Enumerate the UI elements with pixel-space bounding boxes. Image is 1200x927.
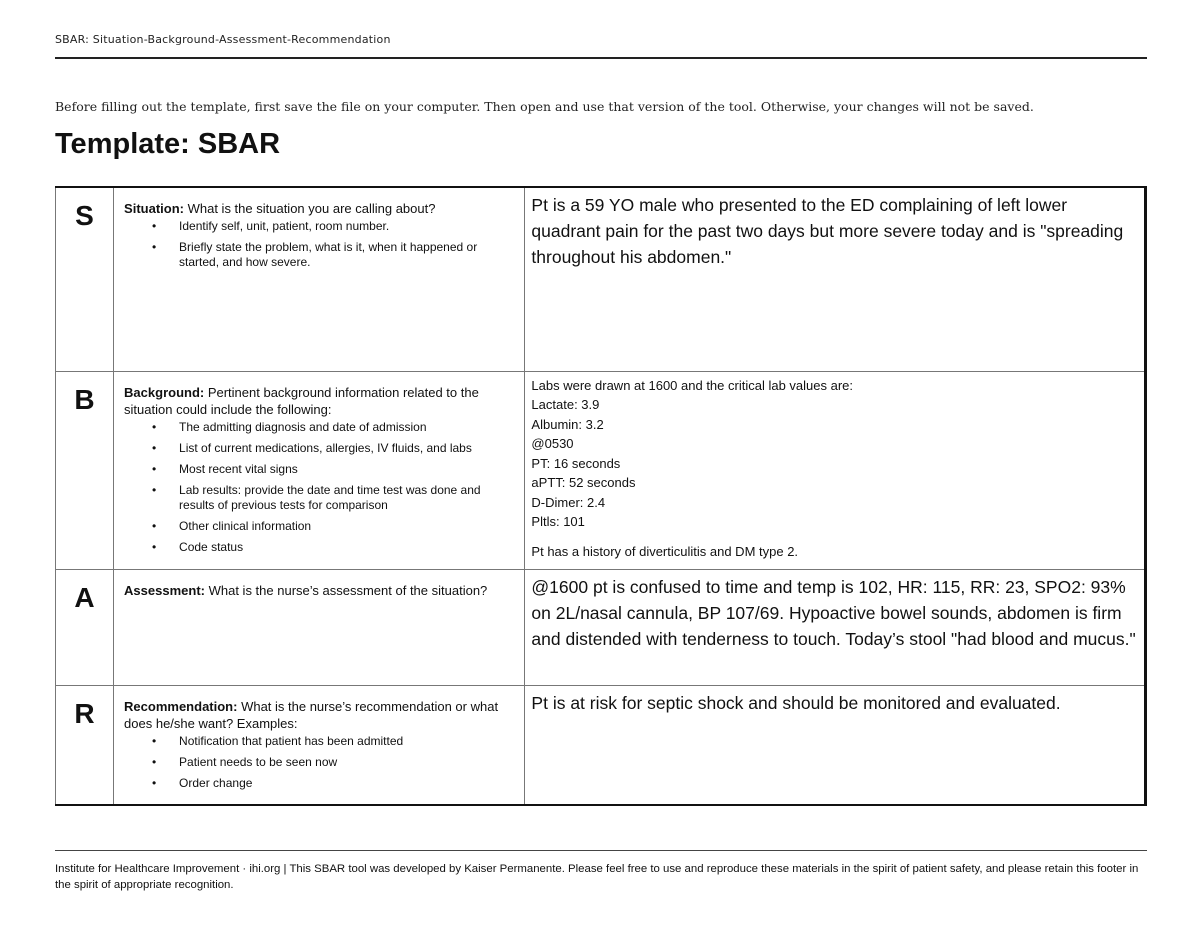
response-line: Lactate: 3.9 bbox=[531, 397, 600, 412]
response-line: PT: 16 seconds bbox=[531, 455, 621, 471]
situation-prompt bbox=[114, 187, 525, 371]
response-line: Pt has a history of diverticulitis and DM type 2. bbox=[531, 543, 799, 559]
list-item: • Patient needs to be seen now bbox=[152, 755, 514, 770]
list-item: • Order change bbox=[152, 776, 514, 791]
header-divider bbox=[55, 57, 1147, 59]
prompt-question: What is the situation you are calling about? bbox=[183, 201, 436, 216]
list-item: • Identify self, unit, patient, room number. bbox=[152, 219, 514, 234]
footer-divider bbox=[55, 850, 1147, 851]
prompt-question: What is the nurse’s assessment of the situation? bbox=[204, 582, 488, 598]
prompt-label: Assessment: bbox=[124, 582, 205, 598]
instructions-text: Before filling out the template, first save the file on your computer. Then open and use that version of the tool. Otherwise, your changes will not be saved. bbox=[55, 99, 1034, 114]
prompt-bullet-list bbox=[124, 734, 514, 791]
row-letter: R bbox=[56, 685, 114, 805]
list-item: • Lab results: provide the date and time test was done and results of previous tests for comparison bbox=[152, 483, 514, 513]
prompt-label: Background: bbox=[124, 384, 205, 400]
response-text bbox=[531, 376, 1138, 562]
background-prompt bbox=[114, 371, 525, 569]
background-response[interactable] bbox=[525, 371, 1146, 569]
assessment-response[interactable] bbox=[525, 569, 1146, 685]
prompt-question: What is the nurse’s recommendation or what does he/she want? Examples: bbox=[124, 698, 499, 731]
list-item: • Most recent vital signs bbox=[152, 462, 514, 477]
response-text: Pt is a 59 YO male who presented to the ED complaining of left lower quadrant pain for the past two days but more severe today and is "spreading throughout his abdomen." bbox=[531, 195, 1124, 267]
response-line: Albumin: 3.2 bbox=[531, 416, 604, 432]
response-line: @0530 bbox=[531, 436, 574, 451]
prompt-bullet-list bbox=[124, 219, 514, 270]
page-title: Template: SBAR bbox=[55, 128, 281, 160]
list-item: • The admitting diagnosis and date of admission bbox=[152, 420, 514, 435]
recommendation-response[interactable] bbox=[525, 685, 1146, 805]
list-item: • Code status bbox=[152, 540, 514, 555]
sbar-row-situation bbox=[56, 187, 1146, 371]
situation-response[interactable] bbox=[525, 187, 1146, 371]
response-line: aPTT: 52 seconds bbox=[531, 475, 636, 490]
sbar-row-recommendation bbox=[56, 685, 1146, 805]
sbar-row-background bbox=[56, 371, 1146, 569]
prompt-question: Pertinent background information related to the situation could include the following: bbox=[124, 384, 479, 417]
prompt-bullet-list bbox=[124, 420, 514, 555]
recommendation-prompt bbox=[114, 685, 525, 805]
sbar-row-assessment bbox=[56, 569, 1146, 685]
document-header: SBAR: Situation-Background-Assessment-Recommendation bbox=[55, 33, 391, 46]
prompt-label: Situation: bbox=[124, 201, 184, 216]
assessment-prompt bbox=[114, 569, 525, 685]
list-item: • Briefly state the problem, what is it, when it happened or started, and how severe. bbox=[152, 240, 514, 270]
response-text: @1600 pt is confused to time and temp is 102, HR: 115, RR: 23, SPO2: 93% on 2L/nasal cannula, BP 107/69. Hypoactive bowel sounds, abdomen is firm and distended with tenderness to touch. Today’s stool "had blood and mucus." bbox=[531, 576, 1136, 649]
list-item: • Notification that patient has been admitted bbox=[152, 734, 514, 749]
footer-text: Institute for Healthcare Improvement · ihi.org | This SBAR tool was developed by Kaiser Permanente. Please feel free to use and reproduce these materials in the spirit of patient safety, and please retain this footer in the spirit of appropriate recognition. bbox=[55, 863, 1139, 891]
row-letter: A bbox=[56, 569, 114, 685]
response-spacer bbox=[531, 532, 1138, 542]
list-item: • List of current medications, allergies, IV fluids, and labs bbox=[152, 441, 514, 456]
response-line: D-Dimer: 2.4 bbox=[531, 494, 606, 510]
sbar-table bbox=[55, 186, 1147, 806]
row-letter: S bbox=[56, 187, 114, 371]
response-line: Pltls: 101 bbox=[531, 514, 585, 529]
row-letter: B bbox=[56, 371, 114, 569]
response-line: Labs were drawn at 1600 and the critical lab values are: bbox=[531, 377, 854, 393]
list-item: • Other clinical information bbox=[152, 519, 514, 534]
response-text: Pt is at risk for septic shock and should be monitored and evaluated. bbox=[531, 692, 1061, 713]
prompt-label: Recommendation: bbox=[124, 698, 238, 714]
